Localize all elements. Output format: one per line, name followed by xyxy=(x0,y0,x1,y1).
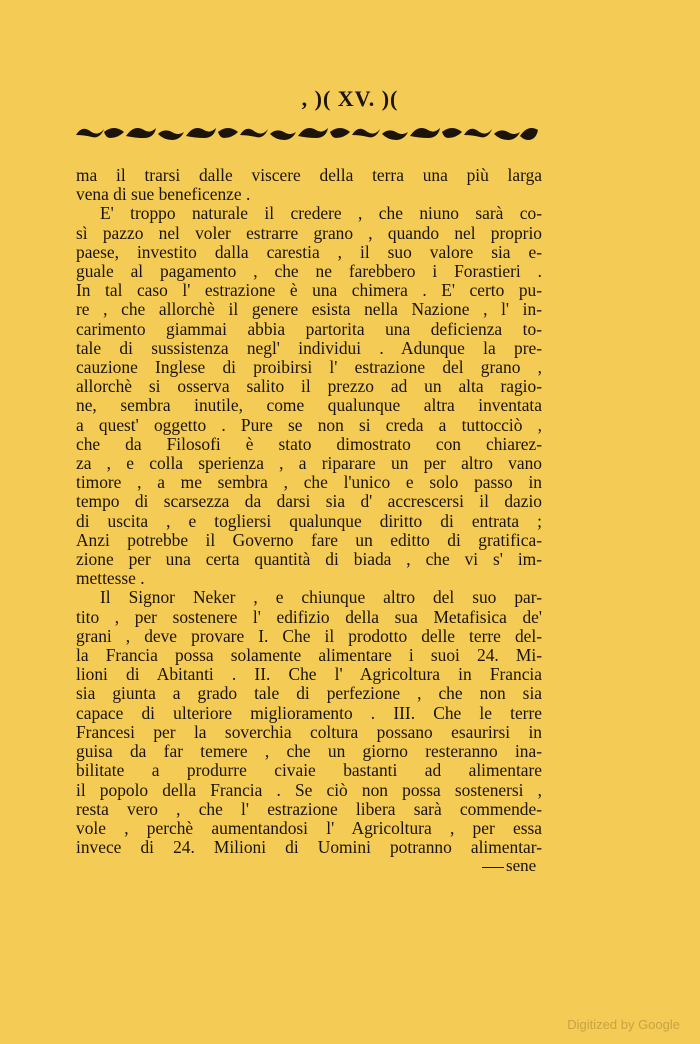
text-line: lioni di Abitanti . II. Che l' Agricoltura in Francia xyxy=(76,664,542,685)
text-line: tale di sussistenza negl' individui . Adunque la pre- xyxy=(76,337,542,358)
text-line: Il Signor Neker , e chiunque altro del suo par- xyxy=(100,587,542,608)
text-line: sia giunta a grado tale di perfezione , che non sia xyxy=(76,683,542,704)
text-line: re , che allorchè il genere esista nella Nazione , l' in- xyxy=(76,299,542,320)
text-line: ne, sembra inutile, come qualunque altra inventata xyxy=(76,395,542,416)
ornament-border-icon xyxy=(74,120,542,150)
text-line: capace di ulteriore miglioramento . III. Che le terre xyxy=(76,702,542,723)
text-line: resta vero , che l' estrazione libera sarà commende- xyxy=(76,798,542,819)
text-line: guale al pagamento , che ne farebbero i Forastieri . xyxy=(76,261,542,282)
text-line: che da Filosofi è stato dimostrato con chiarez- xyxy=(76,433,542,454)
text-line: paese, investito dalla carestia , il suo valore sia e- xyxy=(76,241,542,262)
text-line: vena di sue beneficenze . xyxy=(76,184,251,205)
text-line: tito , per sostenere l' edifizio della sua Metafisica de' xyxy=(76,606,542,627)
text-line: a quest' oggetto . Pure se non si creda a tuttocciò , xyxy=(76,414,542,435)
text-line: la Francia possa solamente alimentare i suoi 24. Mi- xyxy=(76,645,542,666)
text-line: E' troppo naturale il credere , che niuno sarà co- xyxy=(100,203,542,224)
text-line: zione per una certa quantità di biada , che vi s' im- xyxy=(76,549,542,570)
text-line: carimento giammai abbia partorita una deficienza to- xyxy=(76,318,542,339)
text-line: ma il trarsi dalle viscere della terra una più larga xyxy=(76,165,542,185)
text-line: il popolo della Francia . Se ciò non possa sostenersi , xyxy=(76,779,542,800)
text-line: allorchè si osserva salito il prezzo ad un alta ragio- xyxy=(76,376,542,397)
text-line: Francesi per la soverchia coltura possano esaurirsi in xyxy=(76,721,542,742)
text-line: tempo di scarsezza da darsi sia d' accrescersi il dazio xyxy=(76,491,542,512)
text-line: timore , a me sembra , che l'unico e solo passo in xyxy=(76,472,542,493)
catchword xyxy=(482,856,536,876)
text-line: bilitate a produrre civaie bastanti ad alimentare xyxy=(76,760,542,781)
text-line: In tal caso l' estrazione è una chimera . E' certo pu- xyxy=(76,280,542,301)
watermark: Digitized by Google xyxy=(567,1017,680,1032)
text-line: di uscita , e togliersi qualunque diritto di entrata ; xyxy=(76,510,542,531)
text-line: vole , perchè aumentandosi l' Agricoltura , per essa xyxy=(76,817,542,838)
catchword-dash xyxy=(482,867,504,868)
text-line: grani , deve provare I. Che il prodotto delle terre del- xyxy=(76,625,542,646)
text-line: cauzione Inglese di proibirsi l' estrazione del grano , xyxy=(76,357,542,378)
catchword-text: sene xyxy=(506,856,537,875)
text-line: invece di 24. Milioni di Uomini potranno alimentar- xyxy=(76,837,542,858)
text-line: guisa da far temere , che un giorno resteranno ina- xyxy=(76,741,542,762)
page-header: , )( XV. )( xyxy=(301,86,399,111)
text-line: mettesse . xyxy=(76,568,145,589)
text-line: Anzi potrebbe il Governo fare un editto di gratifica- xyxy=(76,529,542,550)
text-line: sì pazzo nel voler estrarre grano , quando nel proprio xyxy=(76,222,542,243)
text-line: za , e colla sperienza , a riparare un per altro vano xyxy=(76,453,542,474)
body-text xyxy=(76,166,542,857)
